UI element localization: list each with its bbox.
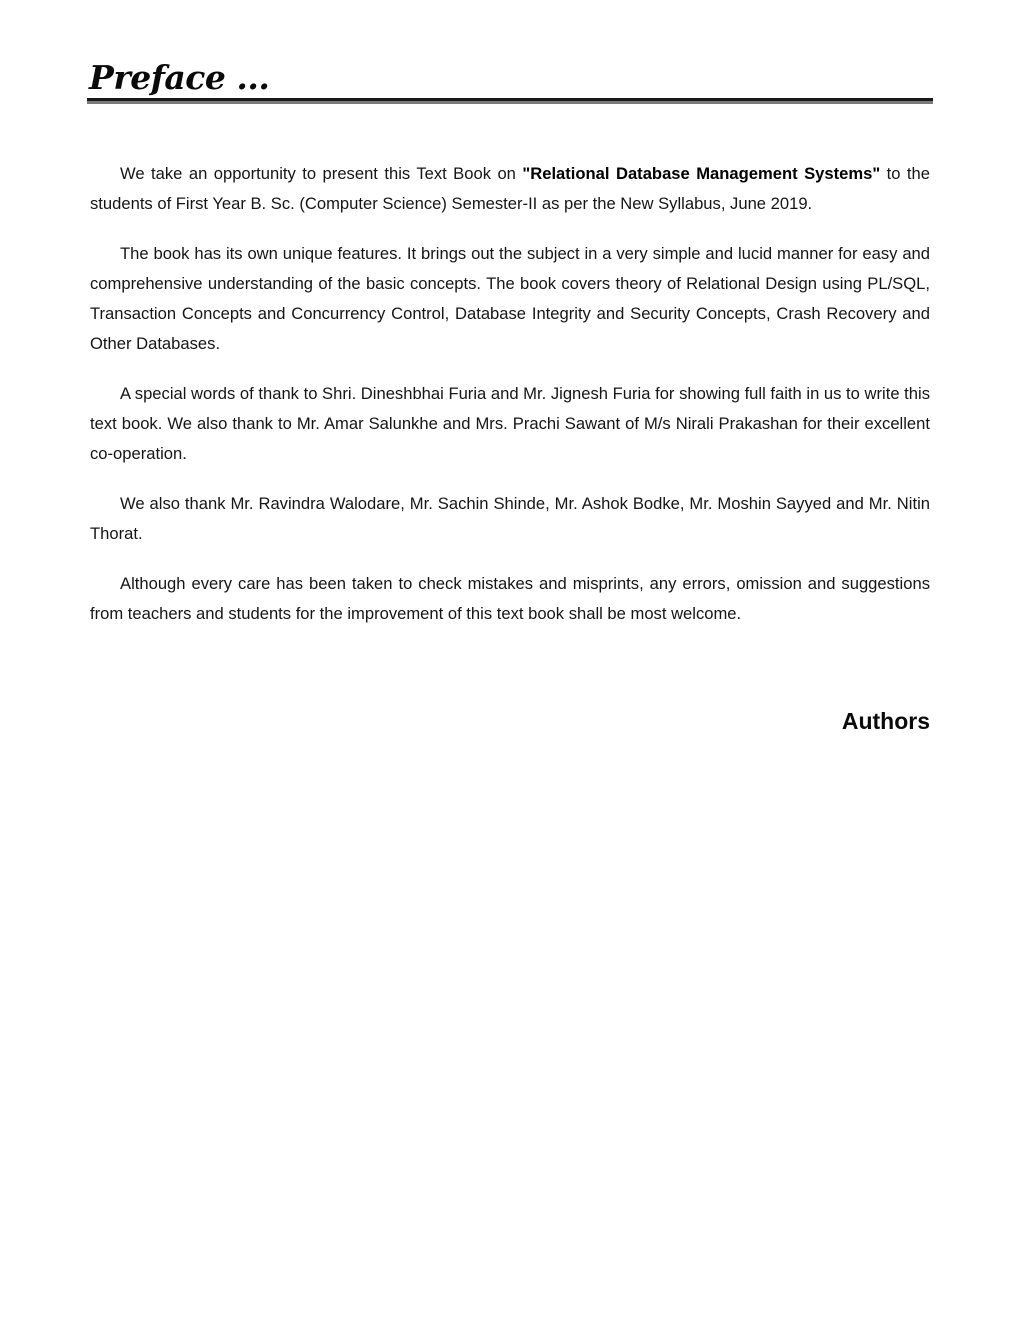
book-title: "Relational Database Management Systems" — [522, 164, 881, 183]
paragraph-features: The book has its own unique features. It brings out the subject in a very simple and lucid manner for easy and comprehensive understanding of the basic concepts. The book covers theory of Relational Design using PL/SQL, Transaction Concepts and Concurrency Control, Database Integrity and Security Concepts, Crash Recovery and Other Databases. — [90, 244, 930, 353]
paragraph-errata: Although every care has been taken to check mistakes and misprints, any errors, omission and suggestions from teachers and students for the improvement of this text book shall be most welcome. — [90, 574, 930, 623]
title-divider-shadow — [87, 101, 933, 104]
preface-body — [90, 159, 930, 649]
signature-authors: Authors — [841, 708, 930, 734]
paragraph-thanks-publisher: A special words of thank to Shri. Dineshbhai Furia and Mr. Jignesh Furia for showing full faith in us to write this text book. We also thank to Mr. Amar Salunkhe and Mrs. Prachi Sawant of M/s Nirali Prakashan for their excellent co-operation. — [90, 384, 930, 463]
intro-text-after: to the students of First Year B. Sc. (Computer Science) Semester-II as per the New Syllabus, June 2019. — [90, 164, 930, 213]
paragraph-intro — [90, 159, 930, 219]
paragraph-thanks-colleagues: We also thank Mr. Ravindra Walodare, Mr. Sachin Shinde, Mr. Ashok Bodke, Mr. Moshin Sayyed and Mr. Nitin Thorat. — [90, 494, 930, 543]
page-title: Preface ... — [89, 58, 270, 97]
intro-text-before: We take an opportunity to present this Text Book on — [120, 164, 523, 183]
